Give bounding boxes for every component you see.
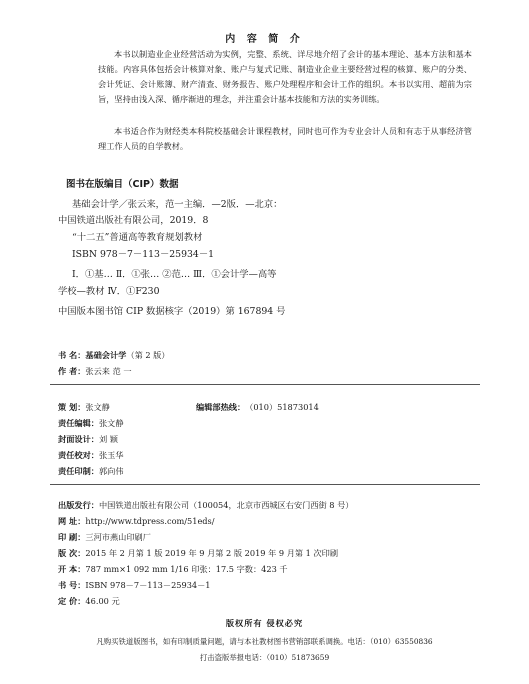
cip-line-1: 基础会计学／张云来，范一主编．—2版．—北京： (72, 199, 283, 210)
publisher-label: 出版发行： (58, 500, 99, 510)
print-supervisor-label: 责任印制： (58, 466, 99, 476)
price-row (58, 596, 120, 607)
hotline-row (196, 402, 319, 413)
printer-row (58, 532, 151, 543)
book-title-value: 基础会计学 (85, 350, 127, 360)
planning-label: 策 划： (58, 402, 86, 412)
author-row (58, 366, 132, 377)
cip-title: 图书在版编目（CIP）数据 (66, 179, 179, 190)
cip-line-5: Ⅰ．①基… Ⅱ．①张… ②范… Ⅲ．①会计学—高等 (72, 269, 277, 280)
price-label: 定 价： (58, 596, 86, 606)
proofread-value: 张玉华 (98, 450, 124, 460)
editor-row (58, 418, 124, 429)
isbn-label: 书 号： (58, 580, 86, 590)
format-row (58, 564, 288, 575)
cover-design-row (58, 434, 118, 445)
cip-line-7: 中国版本图书馆 CIP 数据核字（2019）第 167894 号 (58, 306, 286, 317)
planning-value: 张文静 (85, 402, 110, 412)
edition-value: 2015 年 2 月第 1 版 2019 年 9 月第 2 版 2019 年 9 月第 1 次印刷 (85, 548, 339, 558)
divider-1 (50, 384, 480, 385)
copyright-title: 版权所有 侵权必究 (225, 618, 304, 628)
divider-2 (50, 484, 480, 485)
printer-value: 三河市燕山印刷厂 (85, 532, 151, 542)
cip-line-6: 学校—教材 Ⅳ．①F230 (58, 286, 160, 297)
editor-value: 张文静 (98, 418, 124, 428)
planning-row (58, 402, 110, 413)
website-value: http://www.tdpress.com/51eds/ (85, 516, 215, 526)
format-label: 开 本： (58, 564, 86, 574)
edition-row (58, 548, 338, 559)
edition-label: 版 次： (58, 548, 86, 558)
editor-label: 责任编辑： (58, 418, 99, 428)
website-label: 网 址： (58, 516, 86, 526)
book-title-row (58, 350, 170, 361)
price-value: 46.00 元 (85, 596, 120, 606)
format-value: 787 mm×1 092 mm 1/16 印张：17.5 字数：423 千 (85, 564, 288, 574)
publisher-value: 中国铁道出版社有限公司（100054，北京市西城区右安门西街 8 号） (98, 500, 354, 510)
isbn-row (58, 580, 211, 591)
isbn-value: ISBN 978－7－113－25934－1 (85, 580, 211, 590)
hotline-label: 编辑部热线： (196, 402, 246, 412)
cip-line-4: ISBN 978－7－113－25934－1 (72, 249, 215, 260)
intro-title: 内 容 简 介 (225, 34, 304, 45)
website-row (58, 516, 215, 527)
printer-label: 印 刷： (58, 532, 86, 542)
cip-line-2: 中国铁道出版社有限公司，2019．8 (58, 215, 209, 226)
intro-paragraph-1: 本书以制造业企业经营活动为实例，完整、系统、详尽地介绍了会计的基本理论、基本方法和基本技能。内容具体包括会计核算对象、账户与复式记账、制造业企业主要经营过程的核算、账户的分类、会计凭证、会计账簿、财产清查、财务报告、账户处理程序和会计工作的组织。本书以实用、超前为宗旨，坚持由浅入深、循序渐进的理念，并注重会计基本技能和方法的实务训练。 (98, 49, 472, 104)
proofread-row (58, 450, 124, 461)
print-supervisor-row (58, 466, 124, 477)
author-value: 张云来 范 一 (85, 366, 132, 376)
book-edition: （第 2 版） (126, 350, 170, 360)
author-label: 作 者： (58, 366, 86, 376)
intro-paragraph-2: 本书适合作为财经类本科院校基础会计课程教材，同时也可作为专业会计人员和有志于从事经济管理工作人员的自学教材。 (98, 126, 472, 151)
copyright-line-2: 打击盗版举报电话：（010）51873659 (199, 653, 330, 662)
print-supervisor-value: 郭向伟 (98, 466, 124, 476)
cover-design-label: 封面设计： (58, 434, 99, 444)
copyright-line-1: 凡购买铁道版图书，如有印制质量问题，请与本社教材图书营销部联系调换。电话：（010）63550836 (96, 637, 433, 646)
proofread-label: 责任校对： (58, 450, 99, 460)
hotline-value: （010）51873014 (245, 402, 319, 412)
book-title-label: 书 名： (58, 350, 86, 360)
cover-design-value: 刘 颖 (98, 434, 118, 444)
cip-line-3: “十二五”普通高等教育规划教材 (72, 232, 203, 243)
publisher-row (58, 500, 354, 511)
